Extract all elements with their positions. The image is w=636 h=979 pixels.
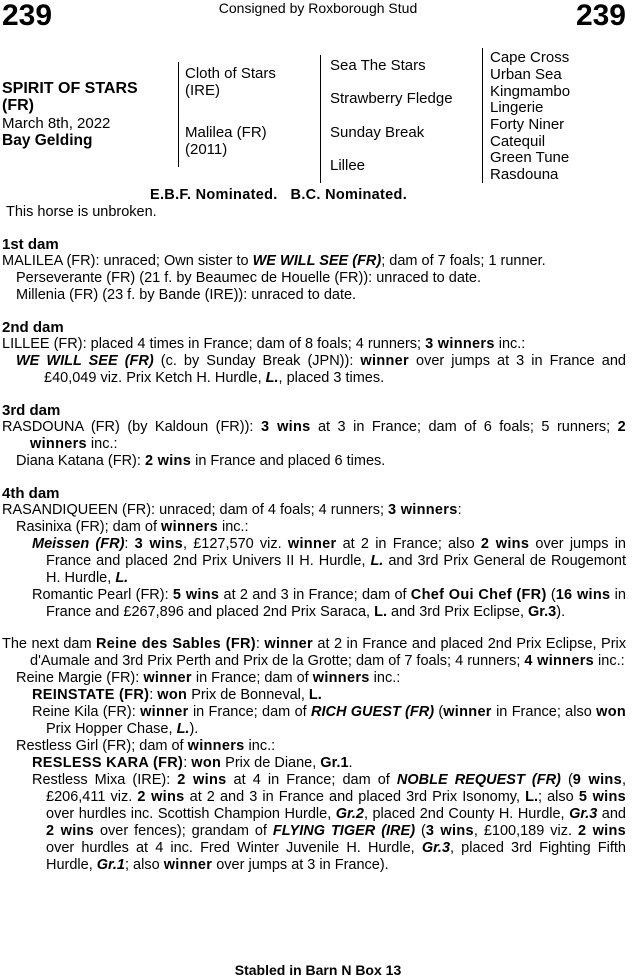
lot-number-right: 239 bbox=[575, 0, 626, 32]
second-dam-heading: 2nd dam bbox=[2, 319, 64, 336]
second-dam-foal-1: WE WILL SEE (FR) (c. by Sunday Break (JPN)): winner over jumps at 3 in France and £40,049 viz. Prix Ketch H. Hurdle, L., placed 3 times. bbox=[16, 353, 626, 386]
sire-country: (IRE) bbox=[185, 82, 220, 99]
fourth-dam-foal-2: Romantic Pearl (FR): 5 wins at 2 and 3 in France; dam of Chef Oui Chef (FR) (16 wins in France and £267,896 and placed 2nd Prix Saraca, L. and 3rd Prix Eclipse, Gr.3). bbox=[32, 587, 626, 620]
unbroken-note: This horse is unbroken. bbox=[6, 204, 157, 220]
gen4-1: Cape Cross bbox=[490, 49, 570, 66]
gen4-7: Green Tune bbox=[490, 149, 570, 166]
gen4-5: Forty Niner bbox=[490, 116, 565, 133]
pedigree-divider-2 bbox=[320, 55, 321, 183]
dam-sire: Sunday Break bbox=[330, 124, 425, 141]
gen4-3: Kingmambo bbox=[490, 83, 571, 100]
stabling-footer: Stabled in Barn N Box 13 bbox=[234, 962, 402, 978]
pedigree-divider-1 bbox=[178, 62, 179, 167]
dam-dam: Lillee bbox=[330, 157, 366, 174]
dam-name: Malilea (FR) bbox=[185, 124, 267, 141]
sire-sire: Sea The Stars bbox=[330, 57, 426, 74]
gen4-4: Lingerie bbox=[490, 99, 544, 116]
gen4-8: Rasdouna bbox=[490, 166, 559, 183]
sire-dam: Strawberry Fledge bbox=[330, 90, 453, 107]
lot-number-left: 239 bbox=[2, 0, 53, 32]
third-dam-foal-1: Diana Katana (FR): 2 wins in France and placed 6 times. bbox=[16, 453, 386, 469]
first-dam-foal-2: Millenia (FR) (23 f. by Bande (IRE)): unraced to date. bbox=[16, 287, 357, 303]
first-dam-text: MALILEA (FR): unraced; Own sister to WE WILL SEE (FR); dam of 7 foals; 1 runner. bbox=[2, 253, 546, 269]
first-dam-foal-1: Perseverante (FR) (21 f. by Beaumec de Houelle (FR)): unraced to date. bbox=[16, 270, 482, 286]
pedigree-divider-3 bbox=[482, 48, 483, 183]
horse-name-suffix: (FR) bbox=[2, 97, 34, 114]
gen4-2: Urban Sea bbox=[490, 66, 562, 83]
dam-year: (2011) bbox=[185, 141, 228, 158]
fourth-dam-text: RASANDIQUEEN (FR): unraced; dam of 4 foals; 4 runners; 3 winners: bbox=[2, 502, 462, 518]
next-dam-grandfoal-1: REINSTATE (FR): won Prix de Bonneval, L. bbox=[32, 687, 322, 703]
produce-record bbox=[2, 236, 626, 874]
fourth-dam-grandfoal-1: Meissen (FR): 3 wins, £127,570 viz. winner at 2 in France; also 2 wins over jumps in France and placed 2nd Prix Univers II H. Hurdle, L. and 3rd Prix General de Rougemont H. Hurdle, L. bbox=[32, 536, 626, 586]
first-dam-heading: 1st dam bbox=[2, 236, 59, 253]
consignor: Consigned by Roxborough Stud bbox=[218, 0, 418, 16]
next-dam-text: The next dam Reine des Sables (FR): winner at 2 in France and placed 2nd Prix Eclipse, Prix d'Aumale and 3rd Prix Perth and Prix de la Grotte; dam of 7 foals; 4 runners; 4 winners inc.: bbox=[2, 636, 626, 669]
sire-name: Cloth of Stars bbox=[185, 65, 276, 82]
gen4-6: Catequil bbox=[490, 133, 546, 150]
foaled-date: March 8th, 2022 bbox=[2, 115, 111, 132]
horse-name: SPIRIT OF STARS bbox=[2, 80, 138, 97]
third-dam-heading: 3rd dam bbox=[2, 402, 61, 419]
fourth-dam-foal-1: Rasinixa (FR); dam of winners inc.: bbox=[16, 519, 249, 535]
horse-sex-colour: Bay Gelding bbox=[2, 132, 93, 149]
fourth-dam-heading: 4th dam bbox=[2, 485, 60, 502]
next-dam-foal-2: Restless Girl (FR); dam of winners inc.: bbox=[16, 738, 276, 754]
next-dam-grandfoal-3: RESLESS KARA (FR): won Prix de Diane, Gr.1. bbox=[32, 755, 353, 771]
third-dam-text: RASDOUNA (FR) (by Kaldoun (FR)): 3 wins at 3 in France; dam of 6 foals; 5 runners; 2 winners inc.: bbox=[2, 419, 626, 452]
next-dam-grandfoal-2: Reine Kila (FR): winner in France; dam of RICH GUEST (FR) (winner in France; also won Prix Hopper Chase, L.). bbox=[32, 704, 627, 737]
second-dam-text: LILLEE (FR): placed 4 times in France; dam of 8 foals; 4 runners; 3 winners inc.: bbox=[2, 336, 526, 352]
nominations: E.B.F. Nominated. B.C. Nominated. bbox=[150, 187, 408, 203]
next-dam-foal-1: Reine Margie (FR): winner in France; dam of winners inc.: bbox=[16, 670, 401, 686]
next-dam-grandfoal-4: Restless Mixa (IRE): 2 wins at 4 in France; dam of NOBLE REQUEST (FR) (9 wins, £206,411 viz. 2 wins at 2 and 3 in France and placed 3rd Prix Isonomy, L.; also 5 wins over hurdles inc. Scottish Champion Hurdle, Gr.2, placed 2nd County H. Hurdle, Gr.3 and 2 wins over fences); grandam of FLYING TIGER (IRE) (3 wins, £100,189 viz. 2 wins over hurdles at 4 inc. Fred Winter Juvenile H. Hurdle, Gr.3, placed 3rd Fighting Fifth Hurdle, Gr.1; also winner over jumps at 3 in France). bbox=[32, 772, 627, 873]
